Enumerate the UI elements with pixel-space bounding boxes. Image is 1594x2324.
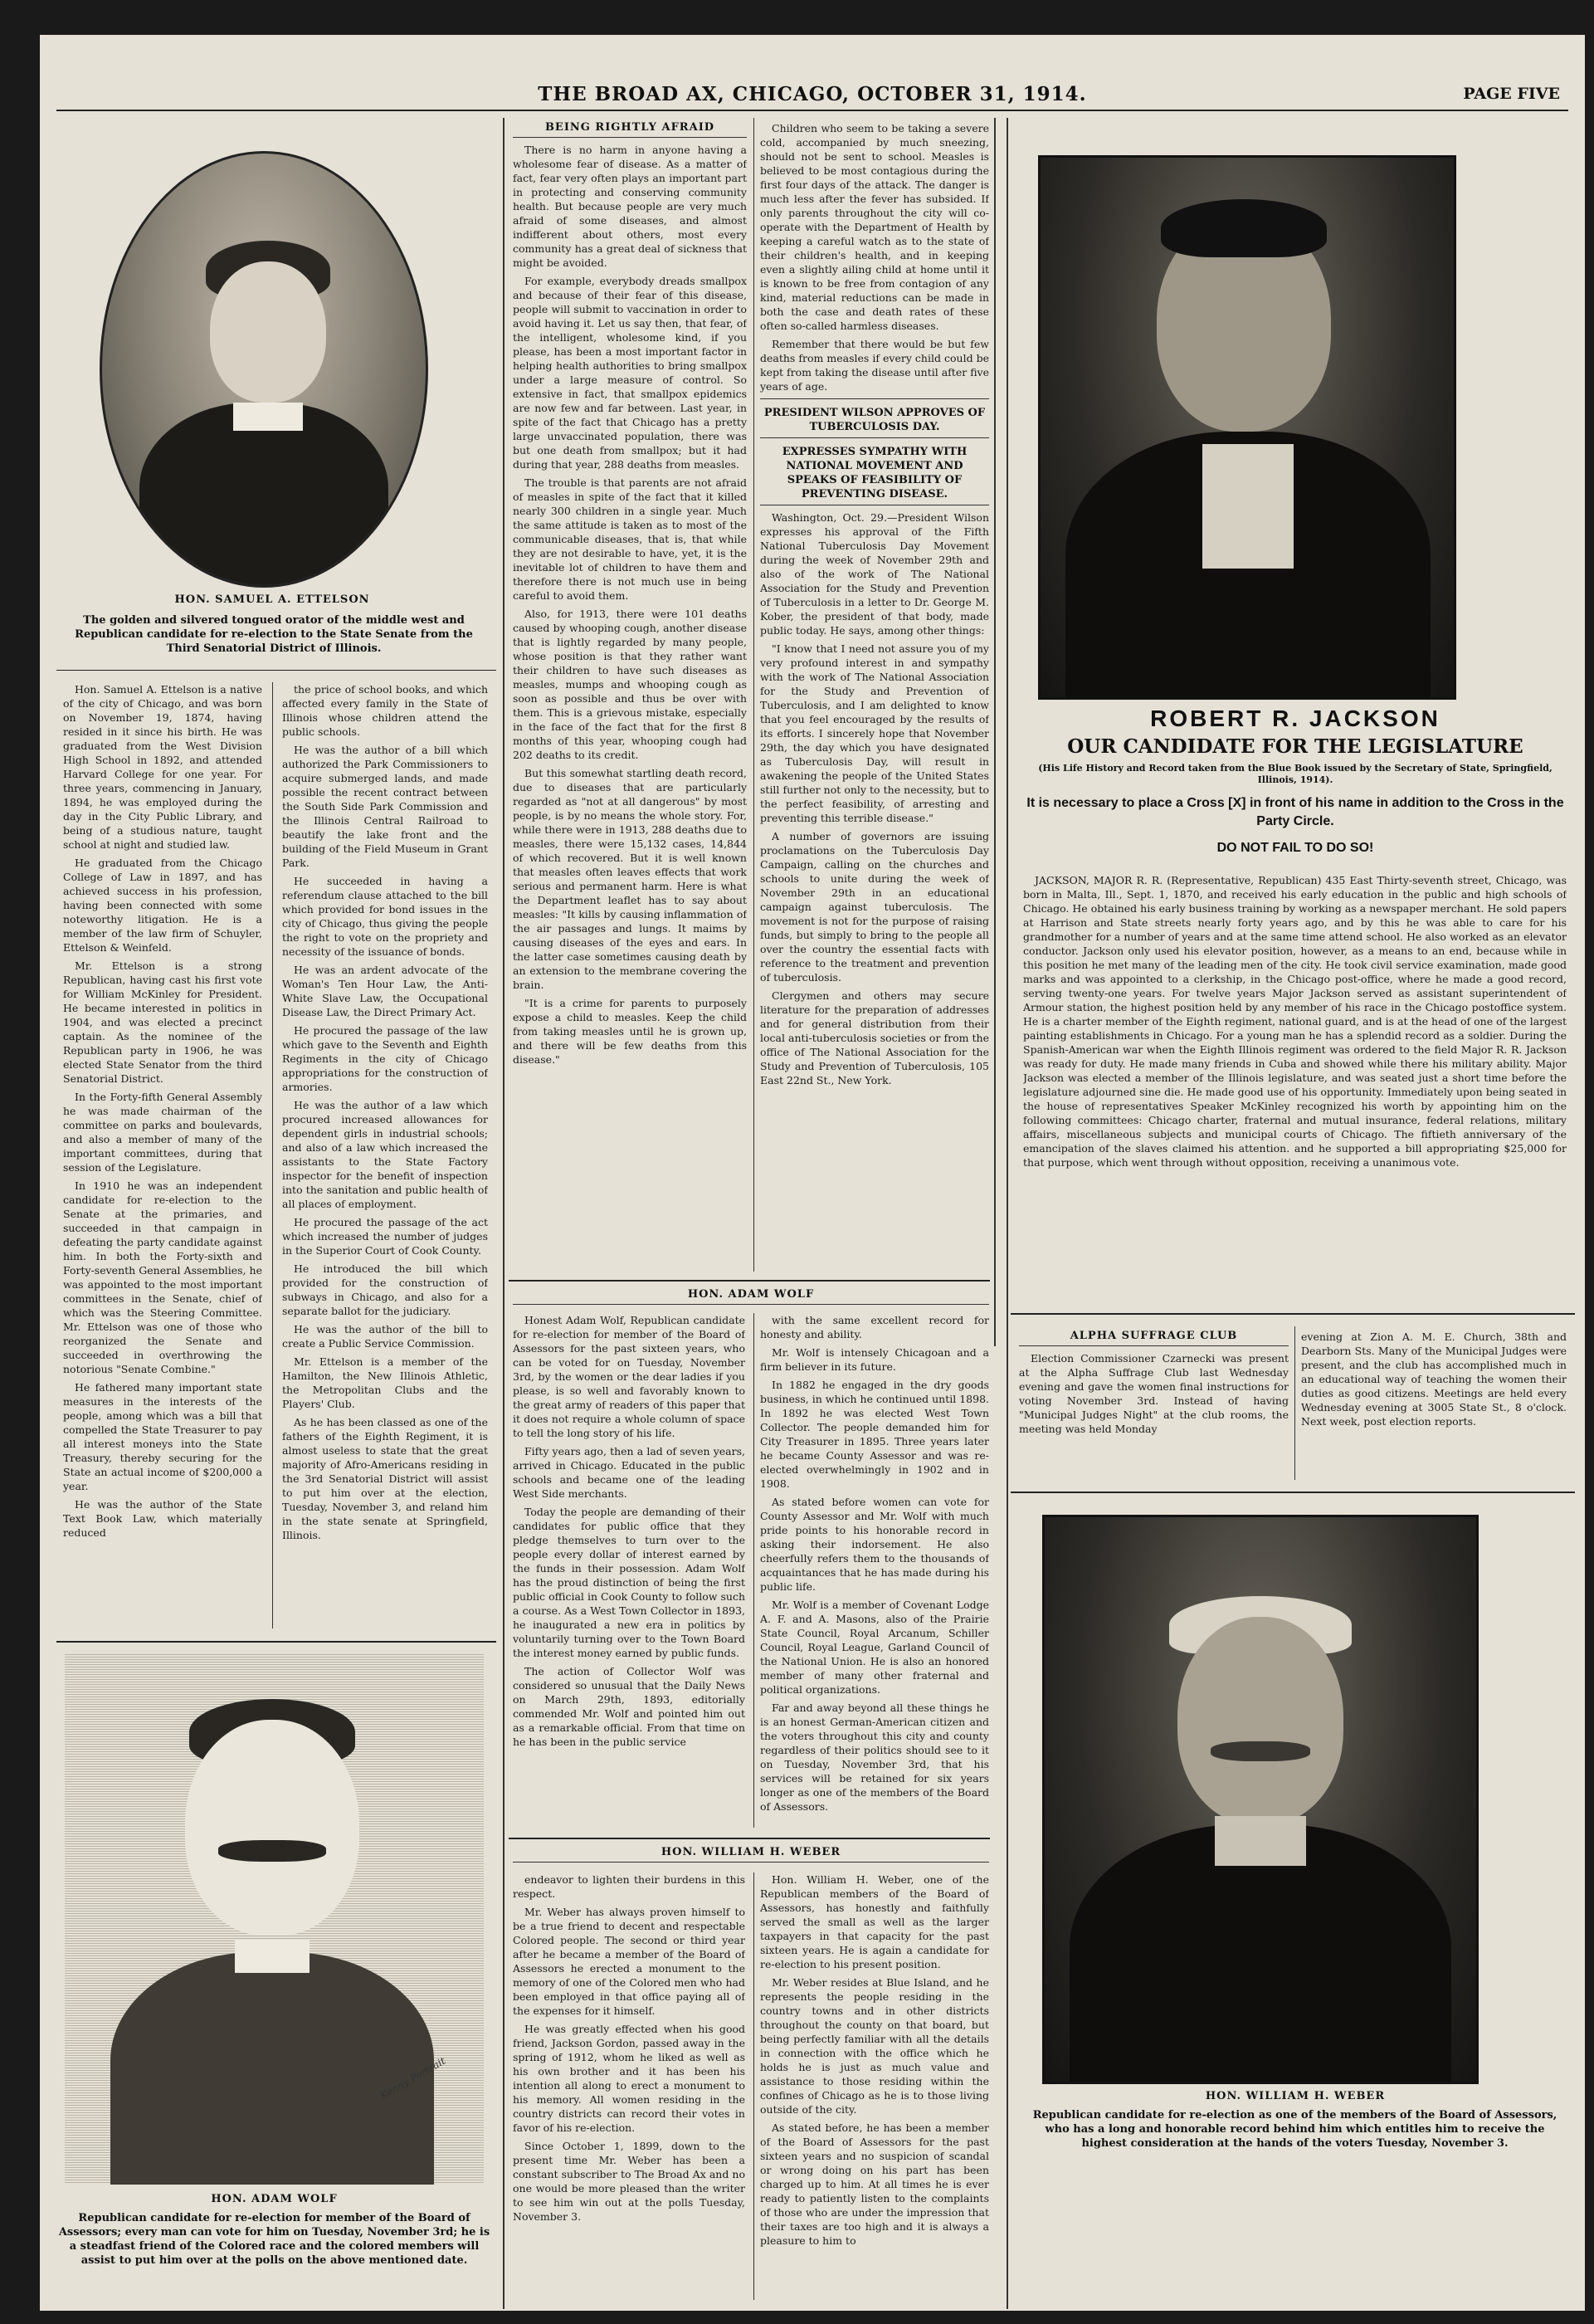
weber-article-col2	[760, 1872, 989, 2304]
jackson-subtitle: OUR CANDIDATE FOR THE LEGISLATURE	[1067, 735, 1523, 758]
paragraph: Hon. Samuel A. Ettelson is a native of the city of Chicago, and was born on November 19, 1874, having resided in it since his birth. He was graduated from the West Division High School in 1892, and attended Harvard College for one year. For three years, commencing in January, 1894, he was employed during the day in the City Public Library, and being of a studious nature, taught school at night and studied law.	[63, 683, 262, 851]
column-rule	[503, 118, 505, 2309]
adam-wolf-article-col2	[760, 1313, 989, 1832]
jackson-bio	[1023, 873, 1567, 1305]
paragraph: Today the people are demanding of their candidates for public office that they pledge themselves to turn over to the people every dollar of interest earned by the funds in their possession. Adam Wolf has the proud distinction of being the first public official in Cook County to follow such a course. As a West Town Collector in 1893, he inaugurated a new era in politics by voluntarily turning over to the Town Board the interest money earned by public funds.	[513, 1506, 745, 1659]
weber-portrait-name	[1019, 2090, 1572, 2107]
adam-wolf-article-col1	[513, 1313, 745, 1832]
ettelson-caption	[63, 613, 485, 660]
paragraph: Election Commissioner Czarnecki was present at the Alpha Suffrage Club last Wednesday evening and gave the women final instructions for voting November 3rd. Instead of having "Municipal Judges Night" at the club rooms, the meeting was held Monday	[1019, 1352, 1289, 1435]
column-rule	[994, 118, 996, 1346]
ettelson-caption-text: The golden and silvered tongued orator of the middle west and Republican candidate for re-election to the State Senate from the Third Senatorial District of Illinois.	[75, 614, 473, 655]
paragraph: Mr. Weber resides at Blue Island, and he represents the people residing in the country towns and in other districts throughout the county on that board, but being perfectly familiar with all the details in connection with the office which he holds he is just as much value and assistance to those residing within the confines of Chicago as he is to those living outside of the city.	[760, 1976, 989, 2116]
paragraph: Honest Adam Wolf, Republican candidate for re-election for member of the Board of Assessors for the past sixteen years, who can be voted for on Tuesday, November 3rd, by the women or the dear ladies if you please, is so well and favorably known to the great army of readers of this paper that it does not require a whole column of space to tell the long story of his life.	[513, 1314, 745, 1439]
paragraph: Mr. Weber has always proven himself to be a true friend to decent and respectable Colored people. The second or third year after he became a member of the Board of Assessors he erected a monument to the memory of one of the Colored men who had been employed in that office paying all of the expenses for it himself.	[513, 1906, 745, 2017]
adam-wolf-section-head	[513, 1285, 989, 1308]
suffrage-headline: ALPHA SUFFRAGE CLUB	[1019, 1326, 1289, 1346]
paragraph: But this somewhat startling death record, due to diseases that are particularly regarded as "not at all dangerous" by most people, is by no means the whole story. For, while there were in 1913, 288 deaths due to measles, there were 15,132 cases, 14,844 of which recovered. But it is well known that measles often leaves effects that work serious and permanent harm. Here is what the Department leaflet has to say about measles: "It kills by causing inflammation of the air passages and lungs. It maims by causing diseases of the eyes and ears. In the latter case sometimes causing death by an extension to the membrane covering the brain.	[513, 767, 747, 991]
jackson-portrait	[1038, 155, 1456, 700]
paragraph: JACKSON, MAJOR R. R. (Representative, Republican) 435 East Thirty-seventh street, Chicago, was born in Malta, Ill., Sept. 1, 1870, and received his early education in the public and high schools of Chicago. He obtained his early business training by working as a newspaper merchant. He sold papers at Harrison and State streets nearly forty years ago, and by this he was able to care for his grandmother for a number of years and at the same time attend school. He also worked as an elevator conductor. Jackson only used his elevator position, however, as a means to an end, because while in this position he met many of the leading men of the city. He took civil service examination, made good marks and was appointed to a clerkship, in the Chicago post-office, where he made a good record, serving twenty-one years. For twelve years Major Jackson served as assistant superintendent of Armour station, the highest position held by any member of his race in the Chicago postoffice system. He is a charter member of the Eighth regiment, national guard, and is at the head of one of the largest painting establishments in Chicago. For a young man he has a splendid record as a soldier. During the Spanish-American war when the Eighth Illinois regiment was ordered to the field Major R. R. Jackson was ready for duty. He made many friends in Cuba and showed while there his military ability. Major Jackson was elected a member of the Illinois legislature, and was seated just a short time before the legislature adjourned sine die. He made good use of his opportunity. Immediately upon being seated in the house of representatives Speaker McKinley recognized his worth by appointing him on the following committees: Chicago charter, fraternal and mutual insurance, federal relations, military affairs, miscellaneous subjects and municipal courts of Chicago. The fiftieth anniversary of the emancipation of the slaves claimed his attention. and he supported a bill appropriating $25,000 for that purpose, which went through without opposition, receiving a unanimous vote.	[1023, 874, 1567, 1169]
paragraph: "It is a crime for parents to purposely expose a child to measles. Keep the child from taking measles until he is grown up, and there will be few deaths from this disease."	[513, 997, 747, 1066]
afraid-article-col1	[513, 118, 747, 1263]
paragraph: He succeeded in having a referendum clause attached to the bill which provided for bond issues in the city of Chicago, thus giving the people the right to vote on the propriety and necessity of the issuance of bonds.	[282, 875, 488, 958]
ettelson-portrait	[100, 151, 428, 588]
jackson-note: (His Life History and Record taken from the Blue Book issued by the Secretary of State, Springfield, Illinois, 1914).	[1038, 763, 1553, 785]
paragraph: For example, everybody dreads smallpox and because of their fear of this disease, people will submit to vaccination in order to avoid having it. Let us say then, that fear, of the intelligent, wholesome kind, if you please, has been a most important factor in helping health authorities to bring smallpox under a large measure of control. So extensive in fact, that smallpox epidemics are now few and far between. Last year, in spite of the fact that Chicago has a pretty large unvaccinated population, there was but one death from smallpox; but it had during that year, 288 deaths from measles.	[513, 275, 747, 471]
weber-section-head	[513, 1843, 989, 1866]
paragraph: The action of Collector Wolf was considered so unusual that the Daily News on March 29th, 1893, editorially commended Mr. Wolf and pointed him out as a remarkable official. From that time on he has been in the public service	[513, 1665, 745, 1748]
adam-wolf-caption-name: HON. ADAM WOLF	[211, 2193, 338, 2205]
afraid-headline: BEING RIGHTLY AFRAID	[513, 118, 747, 138]
paragraph: Since October 1, 1899, down to the present time Mr. Weber has been a constant subscriber to The Broad Ax and no one would be more pleased than the writer to see him win out at the polls Tuesday, November 3.	[513, 2140, 745, 2223]
paragraph: He introduced the bill which provided for the construction of subways in Chicago, and also for a separate ballot for the judiciary.	[282, 1262, 488, 1317]
adam-wolf-headline: HON. ADAM WOLF	[513, 1285, 989, 1305]
paragraph: Hon. William H. Weber, one of the Republican members of the Board of Assessors, has honestly and faithfully served the small as well as the larger taxpayers in that capacity for the past sixteen years. He is again a candidate for re-election to his present position.	[760, 1873, 989, 1970]
masthead-title: THE BROAD AX, CHICAGO, OCTOBER 31, 1914.	[538, 83, 1087, 105]
adam-wolf-caption-text: Republican candidate for re-election for member of the Board of Assessors; every man can vote for him on Tuesday, November 3rd; he is a steadfast friend of the Colored race and the colored members will assist to put him over at the polls on the above mentioned date.	[58, 2212, 490, 2267]
ettelson-article-col2	[282, 682, 488, 1633]
jackson-do-not-fail: DO NOT FAIL TO DO SO!	[1216, 841, 1374, 855]
afraid-article-col2	[760, 118, 989, 1263]
paragraph: endeavor to lighten their burdens in this respect.	[513, 1873, 745, 1900]
ettelson-article-col1	[63, 682, 262, 1633]
adam-wolf-engraving: Kenny Portrait	[65, 1653, 484, 2185]
paragraph: He was the author of a law which procured increased allowances for dependent girls in industrial schools; and also of a law which increased the assistants to the State Factory inspector for the benefit of inspection into the sanitation and public health of all places of employment.	[282, 1099, 488, 1210]
ettelson-name	[56, 593, 488, 610]
paragraph: There is no harm in anyone having a wholesome fear of disease. As a matter of fact, fear very often plays an important part in protecting and conserving community health. But because people are very much afraid of some diseases, and almost indifferent about others, most every community has a great deal of sickness that might be avoided.	[513, 144, 747, 269]
paragraph: Mr. Ettelson is a strong Republican, having cast his first vote for William McKinley for President. He became interested in politics in 1904, and was elected a precinct captain. As the nominee of the Republican party in 1906, he was elected State Senator from the third Senatorial District.	[63, 959, 262, 1085]
paragraph: He was the author of the State Text Book Law, which materially reduced	[63, 1498, 262, 1539]
paragraph: The trouble is that parents are not afraid of measles in spite of the fact that it killed nearly 300 children in a single year. Much the same attitude is taken as to most of the communicable diseases, that is, that while they are not desirable to have, yet, it is the inevitable lot of children to have them and therefore there is not much use in being careful to avoid them.	[513, 476, 747, 602]
adam-wolf-portrait-caption	[56, 2211, 492, 2302]
paragraph: He was an ardent advocate of the Woman's Ten Hour Law, the Anti-White Slave Law, the Occupational Disease Law, the Direct Primary Act.	[282, 964, 488, 1018]
weber-article-col1	[513, 1872, 745, 2304]
paragraph: In 1910 he was an independent candidate for re-election to the Senate at the primaries, and succeeded in that campaign in defeating the party candidate against him. In both the Forty-sixth and Forty-seventh General Assemblies, he was appointed to the most important committees in the Senate, chief of which was the Steering Committee. Mr. Ettelson was one of those who reorganized the Senate and succeeded in overthrowing the notorious "Senate Combine."	[63, 1179, 262, 1375]
paragraph: In 1882 he engaged in the dry goods business, in which he continued until 1898. In 1892 he was elected West Town Collector. The people demanded him for City Treasurer in 1895. Three years later he became County Assessor and was re-elected overwhelmingly in 1902 and in 1908.	[760, 1379, 989, 1490]
newspaper-page	[40, 35, 1585, 2311]
paragraph: A number of governors are issuing proclamations on the Tuberculosis Day Campaign, calling on the churches and schools to unite during the week of November 29th in an educational campaign against tuberculosis. The movement is not for the purpose of raising funds, but simply to bring to the people all over the country the essential facts with reference to the treatment and prevention of tuberculosis.	[760, 830, 989, 984]
paragraph: Also, for 1913, there were 101 deaths caused by whooping cough, another disease that is lightly regarded by many people, whose position is that they rather want their children to have such diseases as measles, mumps and whooping cough as soon as possible and thus be over with them. This is a grievous mistake, especially in the face of the fact that for the first 8 months of this year, whooping cough had 202 deaths to its credit.	[513, 608, 747, 761]
paragraph: Clergymen and others may secure literature for the preparation of addresses and for general distribution from their local anti-tuberculosis societies or from the office of The National Association for the Study and Prevention of Tuberculosis, 105 East 22nd St., New York.	[760, 989, 989, 1086]
jackson-title: ROBERT R. JACKSON	[1150, 706, 1440, 731]
column-rule	[1007, 118, 1008, 2309]
paragraph: Mr. Ettelson is a member of the Hamilton, the New Illinois Athletic, the Metropolitan Clubs and the Players' Club.	[282, 1355, 488, 1410]
paragraph: He was the author of the bill to create a Public Service Commission.	[282, 1323, 488, 1350]
paragraph: Mr. Wolf is a member of Covenant Lodge A. F. and A. Masons, also of the Prairie State Council, Royal Arcanum, Schiller Council, Royal League, Garland Council of the National Union. He is also an honored member of many other fraternal and political organizations.	[760, 1599, 989, 1696]
paragraph: with the same excellent record for honesty and ability.	[760, 1314, 989, 1340]
paragraph: As stated before women can vote for County Assessor and Mr. Wolf with much pride points to his honorable record in asking their indorsement. He also cheerfully refers them to the thousands of acquaintances that he has made during his public life.	[760, 1496, 989, 1593]
paragraph: Washington, Oct. 29.—President Wilson expresses his approval of the Fifth National Tuberculosis Day Movement during the week of November 29th and also of the work of The National Association for the Study and Prevention of Tuberculosis in a letter to Dr. George M. Kober, the president of that body, made public today. He says, among other things:	[760, 511, 989, 637]
weber-caption-name: HON. WILLIAM H. WEBER	[1205, 2090, 1386, 2102]
weber-caption-text: Republican candidate for re-election as one of the members of the Board of Assessors, who has a long and honorable record behind him which entitles him to receive the highest consideration at the hands of the voters Tuesday, November 3.	[1032, 2109, 1557, 2150]
jackson-cross-instruction: It is necessary to place a Cross [X] in front of his name in addition to the Cross in the Party Circle.	[1026, 796, 1564, 828]
paragraph: Fifty years ago, then a lad of seven years, arrived in Chicago. Educated in the public schools and became one of the leading West Side merchants.	[513, 1445, 745, 1500]
paragraph: Far and away beyond all these things he is an honest German-American citizen and the voters throughout this city and county regardless of their politics should see to it on Tuesday, November 3rd, that his services will be retained for six years longer as one of the members of the Board of Assessors.	[760, 1702, 989, 1813]
paragraph: He was greatly effected when his good friend, Jackson Gordon, passed away in the spring of 1912, whom he liked as well as his own brother and it has been his intention all along to erect a monument to his memory. All women residing in the country districts can record their votes in favor of his re-election.	[513, 2023, 745, 2134]
paragraph: As stated before, he has been a member of the Board of Assessors for the past sixteen years and no suspicion of scandal or wrong doing on his part has been charged up to him. At all times he is ever ready to patiently listen to the complaints of those who are under the impression that their taxes are too high and it is always a pleasure to him to	[760, 2121, 989, 2247]
paragraph: He procured the passage of the act which increased the number of judges in the Superior Court of Cook County.	[282, 1216, 488, 1257]
paragraph: He was the author of a bill which authorized the Park Commissioners to acquire submerged lands, and made possible the recent contract between the South Side Park Commission and the Illinois Central Railroad to beautify the lake front and the building of the Field Museum in Grant Park.	[282, 744, 488, 869]
masthead	[56, 76, 1568, 111]
paragraph: the price of school books, and which affected every family in the State of Illinois whose children attend the public schools.	[282, 683, 488, 738]
paragraph: Mr. Wolf is intensely Chicagoan and a firm believer in its future.	[760, 1346, 989, 1373]
ettelson-caption-name: HON. SAMUEL A. ETTELSON	[174, 593, 370, 606]
weber-portrait	[1042, 1515, 1479, 2084]
paragraph: He fathered many important state measures in the interests of the people, among which was a bill that compelled the State Treasurer to pay all interest moneys into the State Treasury, thereby securing for the State an actual income of $200,000 a year.	[63, 1381, 262, 1492]
paragraph: In the Forty-fifth General Assembly he was made chairman of the committee on parks and boulevards, and also a member of many of the important committees, during that session of the Legislature.	[63, 1091, 262, 1174]
paragraph: He graduated from the Chicago College of Law in 1897, and has achieved success in his profession, having been connected with some noteworthy litigation. He is a member of the law firm of Schuyler, Ettelson & Weinfeld.	[63, 857, 262, 954]
paragraph: evening at Zion A. M. E. Church, 38th and Dearborn Sts. Many of the Municipal Judges were present, and the club has accomplished much in an educational way of teaching the women their duties as good citizens. Meetings are held every Wednesday evening at 3005 State St., 8 o'clock. Next week, post election reports.	[1301, 1330, 1567, 1428]
suffrage-col2	[1301, 1330, 1567, 1487]
adam-wolf-portrait-name	[56, 2193, 492, 2209]
wilson-headline: PRESIDENT WILSON APPROVES OF TUBERCULOSIS DAY.	[763, 407, 986, 433]
weber-portrait-caption	[1023, 2108, 1567, 2183]
paragraph: "I know that I need not assure you of my very profound interest in and sympathy with the work of The National Association for the Study and Prevention of Tuberculosis, and I am delighted to know that you feel encouraged by the results of its efforts. I sincerely hope that November 29th, the day which you have designated as Tuberculosis Day, will result in awakening the people of the United States still further not only to the necessity, but to the perfect feasibility, of arresting and preventing this terrible disease."	[760, 642, 989, 824]
paragraph: He procured the passage of the law which gave to the Seventh and Eighth Regiments in the city of Chicago appropriations for the construction of armories.	[282, 1024, 488, 1093]
weber-headline: HON. WILLIAM H. WEBER	[513, 1843, 989, 1863]
paragraph: As he has been classed as one of the fathers of the Eighth Regiment, it is almost useless to state that the great majority of Afro-Americans residing in the 3rd Senatorial District will assist to put him over at the election, Tuesday, November 3, and reland him in the state senate at Springfield, Illinois.	[282, 1416, 488, 1541]
suffrage-col1	[1019, 1326, 1289, 1484]
paragraph: Children who seem to be taking a severe cold, accompanied by much sneezing, should not be sent to school. Measles is believed to be most contagious during the first four days of the attack. The danger is much less after the fever has subsided. If only parents throughout the city will co-operate with the Department of Health by keeping a careful watch as to the state of their children's health, and in keeping even a slightly ailing child at home until it is known to be free from contagion of any kind, material reductions can be made in both the case and death rates of these often so-called harmless diseases.	[760, 122, 989, 332]
paragraph: Remember that there would be but few deaths from measles if every child could be kept from taking the disease until after five years of age.	[760, 338, 989, 393]
wilson-subheadline: EXPRESSES SYMPATHY WITH NATIONAL MOVEMENT AND SPEAKS OF FEASIBILITY OF PREVENTING DISEASE.	[782, 446, 968, 500]
page-number: PAGE FIVE	[1463, 85, 1560, 103]
